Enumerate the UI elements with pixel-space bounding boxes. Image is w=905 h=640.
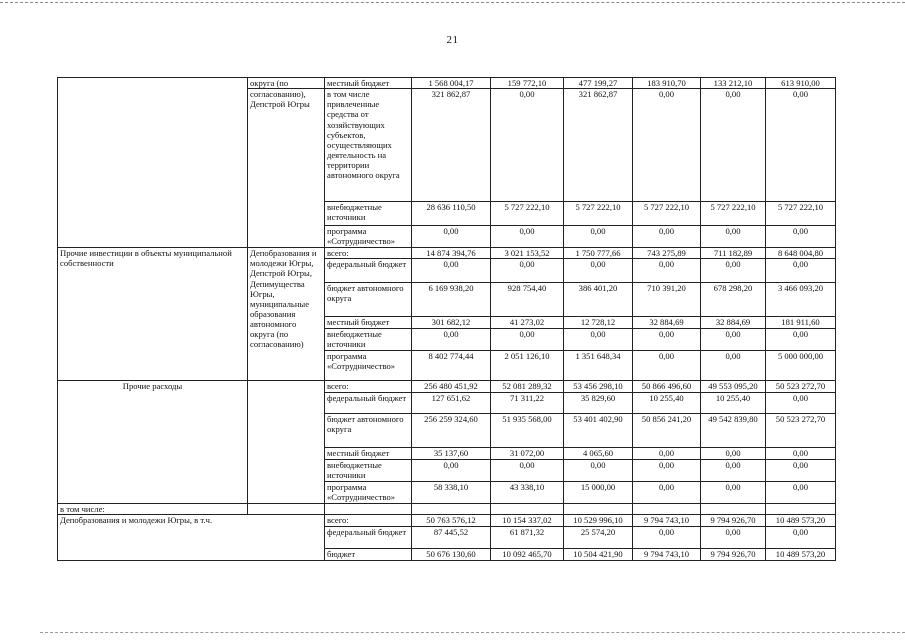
amount-cell: 10 154 337,02 xyxy=(491,515,564,526)
amount-cell: 0,00 xyxy=(701,351,766,381)
amount-cell: 0,00 xyxy=(766,89,836,202)
table-row xyxy=(58,504,836,515)
amount-cell: 52 081 289,32 xyxy=(491,381,564,393)
amount-cell: 10 504 421,90 xyxy=(564,548,633,560)
funding-source-cell xyxy=(325,504,412,515)
program-name-cell: в том числе: xyxy=(58,504,248,515)
executor-cell xyxy=(248,504,325,515)
amount-cell: 51 935 568,00 xyxy=(491,414,564,448)
funding-source-cell: внебюджетные источники xyxy=(325,202,412,226)
amount-cell: 301 682,12 xyxy=(412,317,491,329)
amount-cell: 0,00 xyxy=(766,329,836,351)
amount-cell: 10 529 996,10 xyxy=(564,515,633,526)
amount-cell xyxy=(701,504,766,515)
amount-cell xyxy=(766,504,836,515)
amount-cell: 0,00 xyxy=(491,226,564,248)
amount-cell: 41 273,02 xyxy=(491,317,564,329)
amount-cell: 0,00 xyxy=(701,460,766,482)
amount-cell: 2 051 126,10 xyxy=(491,351,564,381)
funding-source-cell: внебюджетные источники xyxy=(325,460,412,482)
amount-cell xyxy=(491,504,564,515)
amount-cell: 0,00 xyxy=(412,259,491,283)
amount-cell: 5 727 222,10 xyxy=(491,202,564,226)
amount-cell: 0,00 xyxy=(412,329,491,351)
amount-cell: 0,00 xyxy=(766,226,836,248)
funding-source-cell: федеральный бюджет xyxy=(325,393,412,414)
amount-cell: 133 212,10 xyxy=(701,78,766,89)
amount-cell: 0,00 xyxy=(701,448,766,460)
amount-cell: 0,00 xyxy=(564,226,633,248)
amount-cell: 0,00 xyxy=(564,329,633,351)
amount-cell: 35 829,60 xyxy=(564,393,633,414)
amount-cell: 15 000,00 xyxy=(564,482,633,504)
amount-cell: 0,00 xyxy=(766,393,836,414)
amount-cell: 10 255,40 xyxy=(701,393,766,414)
amount-cell: 49 553 095,20 xyxy=(701,381,766,393)
amount-cell: 0,00 xyxy=(766,526,836,548)
amount-cell: 0,00 xyxy=(491,89,564,202)
funding-source-cell: всего: xyxy=(325,515,412,526)
amount-cell: 0,00 xyxy=(633,226,701,248)
program-name-cell: Прочие расходы xyxy=(58,381,248,504)
amount-cell: 0,00 xyxy=(633,351,701,381)
amount-cell: 0,00 xyxy=(491,259,564,283)
funding-source-cell: местный бюджет xyxy=(325,448,412,460)
amount-cell: 87 445,52 xyxy=(412,526,491,548)
amount-cell: 32 884,69 xyxy=(701,317,766,329)
amount-cell: 0,00 xyxy=(564,259,633,283)
funding-source-cell: программа «Сотрудничество» xyxy=(325,226,412,248)
executor-cell: согласованию), Депстрой Югры xyxy=(248,89,325,248)
executor-cell: округа (по xyxy=(248,78,325,89)
program-name-cell xyxy=(58,78,248,248)
amount-cell: 0,00 xyxy=(564,460,633,482)
amount-cell: 9 794 743,10 xyxy=(633,515,701,526)
amount-cell: 0,00 xyxy=(633,526,701,548)
amount-cell: 0,00 xyxy=(766,482,836,504)
amount-cell: 53 401 402,90 xyxy=(564,414,633,448)
amount-cell xyxy=(633,504,701,515)
amount-cell: 0,00 xyxy=(491,460,564,482)
amount-cell: 5 000 000,00 xyxy=(766,351,836,381)
amount-cell: 0,00 xyxy=(701,89,766,202)
amount-cell: 50 856 241,20 xyxy=(633,414,701,448)
scan-top-edge xyxy=(0,2,905,3)
amount-cell: 477 199,27 xyxy=(564,78,633,89)
funding-source-cell: программа «Сотрудничество» xyxy=(325,351,412,381)
amount-cell: 4 065,60 xyxy=(564,448,633,460)
funding-source-cell: программа «Сотрудничество» xyxy=(325,482,412,504)
amount-cell: 0,00 xyxy=(766,448,836,460)
funding-source-cell: внебюджетные источники xyxy=(325,329,412,351)
amount-cell: 0,00 xyxy=(633,448,701,460)
program-name-cell: Прочие инвестиции в объекты муниципальной собственности xyxy=(58,248,248,381)
amount-cell: 12 728,12 xyxy=(564,317,633,329)
amount-cell: 9 794 743,10 xyxy=(633,548,701,560)
amount-cell: 183 910,70 xyxy=(633,78,701,89)
program-name-cell: Депобразования и молодежи Югры, в т.ч. xyxy=(58,515,325,560)
amount-cell: 61 871,32 xyxy=(491,526,564,548)
amount-cell: 0,00 xyxy=(701,226,766,248)
amount-cell: 743 275,89 xyxy=(633,248,701,259)
amount-cell: 1 351 648,34 xyxy=(564,351,633,381)
amount-cell: 35 137,60 xyxy=(412,448,491,460)
amount-cell: 6 169 938,20 xyxy=(412,283,491,317)
amount-cell: 0,00 xyxy=(412,226,491,248)
amount-cell: 127 651,62 xyxy=(412,393,491,414)
scan-bottom-edge xyxy=(40,632,905,633)
amount-cell: 0,00 xyxy=(766,460,836,482)
amount-cell: 613 910,00 xyxy=(766,78,836,89)
amount-cell: 386 401,20 xyxy=(564,283,633,317)
amount-cell: 678 298,20 xyxy=(701,283,766,317)
amount-cell: 0,00 xyxy=(633,482,701,504)
amount-cell: 50 763 576,12 xyxy=(412,515,491,526)
amount-cell: 710 391,20 xyxy=(633,283,701,317)
amount-cell: 1 568 004,17 xyxy=(412,78,491,89)
amount-cell: 49 542 839,80 xyxy=(701,414,766,448)
amount-cell: 28 636 110,50 xyxy=(412,202,491,226)
amount-cell: 181 911,60 xyxy=(766,317,836,329)
funding-source-cell: бюджет xyxy=(325,548,412,560)
amount-cell: 928 754,40 xyxy=(491,283,564,317)
funding-source-cell: бюджет автономного округа xyxy=(325,414,412,448)
amount-cell: 10 255,40 xyxy=(633,393,701,414)
amount-cell: 0,00 xyxy=(633,460,701,482)
amount-cell: 25 574,20 xyxy=(564,526,633,548)
amount-cell: 14 874 394,76 xyxy=(412,248,491,259)
funding-source-cell: местный бюджет xyxy=(325,317,412,329)
amount-cell: 0,00 xyxy=(633,259,701,283)
budget-table xyxy=(57,77,836,561)
amount-cell: 58 338,10 xyxy=(412,482,491,504)
funding-source-cell: всего: xyxy=(325,381,412,393)
amount-cell xyxy=(412,504,491,515)
amount-cell: 31 072,00 xyxy=(491,448,564,460)
amount-cell: 50 523 272,70 xyxy=(766,414,836,448)
amount-cell: 3 021 153,52 xyxy=(491,248,564,259)
page-number: 21 xyxy=(446,34,459,46)
amount-cell: 5 727 222,10 xyxy=(766,202,836,226)
amount-cell: 10 092 465,70 xyxy=(491,548,564,560)
amount-cell: 0,00 xyxy=(701,259,766,283)
amount-cell: 256 259 324,60 xyxy=(412,414,491,448)
amount-cell xyxy=(564,504,633,515)
amount-cell: 71 311,22 xyxy=(491,393,564,414)
amount-cell: 9 794 926,70 xyxy=(701,515,766,526)
amount-cell: 0,00 xyxy=(633,329,701,351)
amount-cell: 159 772,10 xyxy=(491,78,564,89)
funding-source-cell: в том числе привлеченные средства от хозяйствующих субъектов, осуществляющих деятельность на территории автономного округа xyxy=(325,89,412,202)
amount-cell: 1 750 777,66 xyxy=(564,248,633,259)
amount-cell: 10 489 573,20 xyxy=(766,548,836,560)
funding-source-cell: федеральный бюджет xyxy=(325,259,412,283)
table-row xyxy=(58,78,836,89)
amount-cell: 5 727 222,10 xyxy=(564,202,633,226)
funding-source-cell: федеральный бюджет xyxy=(325,526,412,548)
executor-cell xyxy=(248,381,325,504)
amount-cell: 8 648 004,80 xyxy=(766,248,836,259)
amount-cell: 256 480 451,92 xyxy=(412,381,491,393)
amount-cell: 3 466 093,20 xyxy=(766,283,836,317)
amount-cell: 50 676 130,60 xyxy=(412,548,491,560)
executor-cell: Депобразования и молодежи Югры, Депстрой Югры, Депимущества Югры, муниципальные образования автономного округа (по согласованию) xyxy=(248,248,325,381)
amount-cell: 0,00 xyxy=(412,460,491,482)
amount-cell: 8 402 774,44 xyxy=(412,351,491,381)
amount-cell: 0,00 xyxy=(701,526,766,548)
amount-cell: 0,00 xyxy=(701,482,766,504)
table-row xyxy=(58,248,836,259)
amount-cell: 10 489 573,20 xyxy=(766,515,836,526)
amount-cell: 0,00 xyxy=(701,329,766,351)
funding-source-cell: всего: xyxy=(325,248,412,259)
amount-cell: 711 182,89 xyxy=(701,248,766,259)
amount-cell: 321 862,87 xyxy=(564,89,633,202)
amount-cell: 5 727 222,10 xyxy=(701,202,766,226)
amount-cell: 0,00 xyxy=(491,329,564,351)
amount-cell: 0,00 xyxy=(766,259,836,283)
amount-cell: 0,00 xyxy=(633,89,701,202)
funding-source-cell: местный бюджет xyxy=(325,78,412,89)
table-row xyxy=(58,381,836,393)
amount-cell: 5 727 222,10 xyxy=(633,202,701,226)
amount-cell: 50 523 272,70 xyxy=(766,381,836,393)
amount-cell: 9 794 926,70 xyxy=(701,548,766,560)
amount-cell: 43 338,10 xyxy=(491,482,564,504)
amount-cell: 50 866 496,60 xyxy=(633,381,701,393)
funding-source-cell: бюджет автономного округа xyxy=(325,283,412,317)
amount-cell: 32 884,69 xyxy=(633,317,701,329)
table-row xyxy=(58,515,836,526)
amount-cell: 53 456 298,10 xyxy=(564,381,633,393)
amount-cell: 321 862,87 xyxy=(412,89,491,202)
